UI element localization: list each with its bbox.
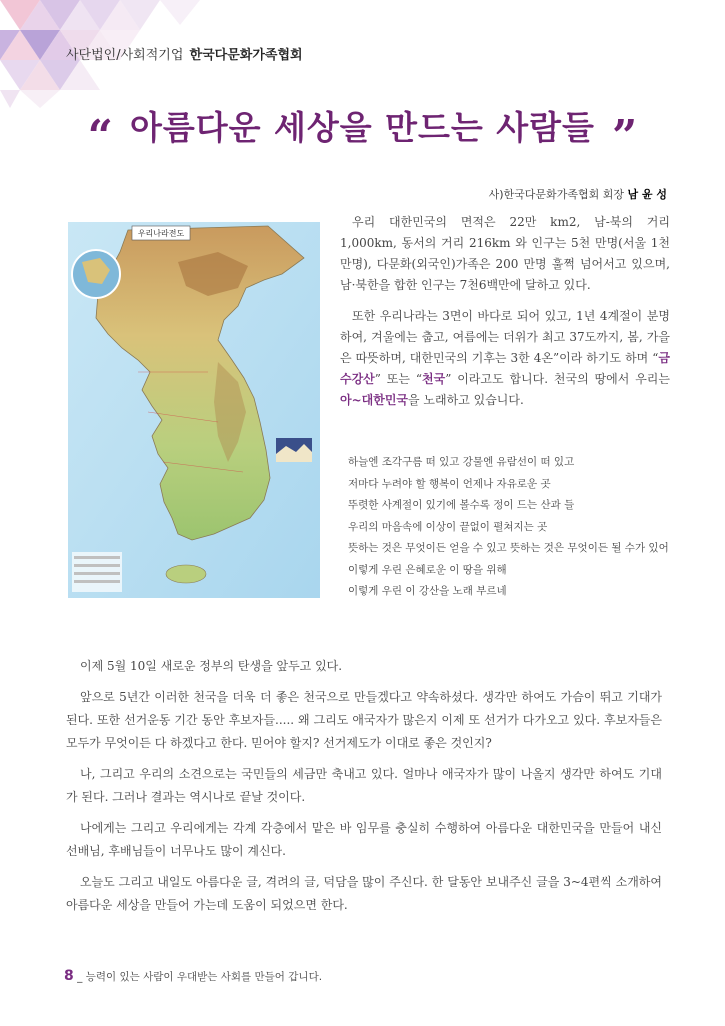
poem-line: 우리의 마음속에 이상이 끝없이 펼쳐지는 곳 bbox=[348, 520, 548, 533]
body-paragraph: 나에게는 그리고 우리에게는 각계 각층에서 맡은 바 임무를 충실히 수행하여 아름다운 대한민국을 만들어 내신 선배님, 후배님들이 너무나도 많이 계신다. bbox=[66, 821, 662, 858]
highlight-cheonguk: 천국 bbox=[422, 372, 446, 386]
publisher-header bbox=[66, 44, 303, 63]
body-paragraph: 앞으로 5년간 이러한 천국을 더욱 더 좋은 천국으로 만들겠다고 약속하셨다. 생각만 하여도 가슴이 뛰고 기대가 된다. 또한 선거운동 기간 동안 후보자들..... 왜 그리도 애국자가 많은지 이제 또 선거가 다가오고 있다. 후보자들은 모두가 무엇이든 다 하겠다고 한다. 믿어야 할지? 선거제도가 이대로 좋은 것인지? bbox=[66, 690, 662, 750]
open-quote-mark: “ bbox=[87, 111, 113, 162]
poem-line: 뜻하는 것은 무엇이든 얻을 수 있고 뜻하는 것은 무엇이든 될 수가 있어 bbox=[348, 542, 669, 554]
header-org-name: 한국다문화가족협회 bbox=[189, 48, 303, 63]
highlight-daehanminguk: 아~대한민국 bbox=[340, 393, 409, 407]
article-title: 아름다운 세상을 만드는 사람들 bbox=[130, 108, 595, 147]
poem-line: 이렇게 우린 은혜로운 이 땅을 위해 bbox=[348, 563, 507, 576]
footer-separator: _ bbox=[77, 971, 83, 983]
author-byline bbox=[489, 186, 667, 202]
intro-paragraph-1: 우리 대한민국의 면적은 22만 km2, 남-북의 거리 1,000km, 동서의 거리 216km 와 인구는 5천 만명(서울 1천만명), 다문화(외국인)가족은 200 만명 훌쩍 넘어서고 있으며, 남·북한을 합한 인구는 7천6백만에 달하고 있다. bbox=[340, 215, 670, 292]
intro-p2-text-b: ” 또는 “ bbox=[374, 372, 422, 386]
poem-line: 뚜렷한 사계절이 있기에 볼수록 정이 드는 산과 들 bbox=[348, 499, 575, 511]
article-title-block bbox=[0, 102, 725, 162]
page-footer bbox=[64, 968, 322, 984]
intro-p2-text-a: 또한 우리나라는 3면이 바다로 되어 있고, 1년 4계절이 분명하여, 겨울에는 춥고, 여름에는 더위가 최고 37도까지, 봄, 가을은 따뜻하며, 대한민국의 기후는 3한 4온”이라 하기도 하며 “ bbox=[340, 309, 670, 365]
header-prefix: 사단법인/사회적기업 bbox=[66, 48, 184, 63]
poem-line: 하늘엔 조각구름 떠 있고 강물엔 유람선이 떠 있고 bbox=[348, 456, 575, 468]
intro-p2-text-d: 을 노래하고 있습니다. bbox=[408, 393, 524, 407]
intro-p2-text-c: ” 이라고도 합니다. 천국의 땅에서 우리는 bbox=[445, 372, 670, 386]
poem-line: 이렇게 우린 이 강산을 노래 부르네 bbox=[348, 585, 507, 597]
body-paragraph: 나, 그리고 우리의 소견으로는 국민들의 세금만 축내고 있다. 얼마나 애국자가 많이 나올지 생각만 하여도 기대가 된다. 그러나 결과는 역시나로 끝날 것이다. bbox=[66, 767, 662, 804]
poem-line: 저마다 누려야 할 행복이 언제나 자유로운 곳 bbox=[348, 477, 551, 490]
article-body bbox=[66, 655, 662, 925]
author-role: 사)한국다문화가족협회 회장 bbox=[488, 188, 624, 201]
poem-lyrics bbox=[348, 452, 678, 603]
close-quote-mark: ” bbox=[612, 111, 638, 162]
author-name: 남 윤 성 bbox=[627, 188, 667, 201]
intro-text bbox=[340, 212, 670, 421]
highlight-geumsugangsan: 금수강산 bbox=[340, 351, 670, 386]
body-paragraph: 오늘도 그리고 내일도 아름다운 글, 격려의 글, 덕담을 많이 주신다. 한 달동안 보내주신 글을 3~4편씩 소개하여 아름다운 세상을 만들어 가는데 도움이 되었으면 한다. bbox=[66, 875, 662, 912]
intro-paragraph-2 bbox=[340, 306, 670, 411]
body-paragraph: 이제 5월 10일 새로운 정부의 탄생을 앞두고 있다. bbox=[80, 659, 343, 673]
page-number: 8 bbox=[64, 968, 74, 984]
footer-slogan: 능력이 있는 사람이 우대받는 사회를 만들어 갑니다. bbox=[85, 971, 323, 983]
korea-map-image bbox=[68, 222, 320, 598]
map-title-label: 우리나라전도 bbox=[137, 229, 185, 238]
